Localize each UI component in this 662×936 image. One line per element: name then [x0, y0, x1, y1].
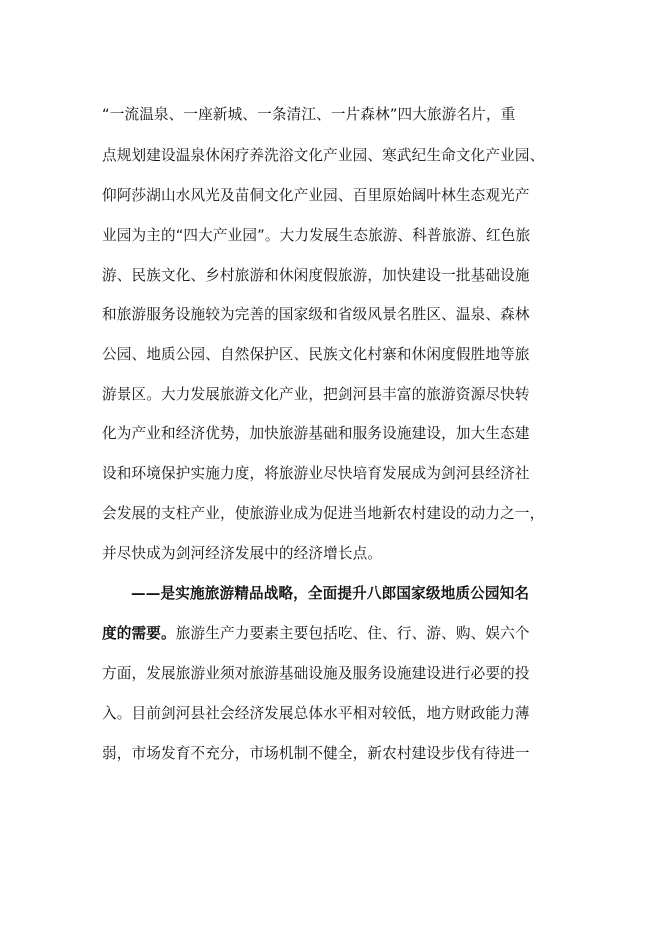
paragraph-line: 点规划建设温泉休闲疗养洗浴文化产业园、寒武纪生命文化产业园、	[102, 147, 545, 164]
paragraph-line: 入。目前剑河县社会经济发展总体水平相对较低，地方财政能力薄	[102, 705, 530, 722]
section-heading: ——是实施旅游精品战略，全面提升八郎国家级地质公园知名	[131, 585, 530, 602]
paragraph-line: 化为产业和经济优势，加快旅游基础和服务设施建设，加大生态建	[102, 425, 530, 442]
paragraph-line: 游景区。大力发展旅游文化产业，把剑河县丰富的旅游资源尽快转	[102, 386, 530, 403]
paragraph-line: 业园为主的“四大产业园”。大力发展生态旅游、科普旅游、红色旅	[102, 227, 531, 244]
paragraph-line: 会发展的支柱产业，使旅游业成为促进当地新农村建设的动力之一，	[102, 505, 545, 522]
paragraph-line: 仰阿莎湖山水风光及苗侗文化产业园、百里原始阔叶林生态观光产	[102, 187, 530, 204]
section-heading-end: 度的需要。	[102, 625, 176, 642]
paragraph-line	[102, 624, 562, 644]
paragraph-line: 公园、地质公园、自然保护区、民族文化村寨和休闲度假胜地等旅	[102, 346, 530, 363]
paragraph-line: 游、民族文化、乡村旅游和休闲度假旅游，加快建设一批基础设施	[102, 267, 530, 284]
paragraph-text: 旅游生产力要素主要包括吃、住、行、游、购、娱六个	[175, 625, 530, 642]
paragraph-line: 弱，市场发育不充分，市场机制不健全，新农村建设步伐有待进一	[102, 745, 530, 762]
paragraph-line: 方面，发展旅游业须对旅游基础设施及服务设施建设进行必要的投	[102, 665, 530, 682]
paragraph-line: 并尽快成为剑河经济发展中的经济增长点。	[102, 545, 383, 562]
paragraph-line: “一流温泉、一座新城、一条清江、一片森林”四大旅游名片，重	[102, 106, 516, 123]
paragraph-line: 和旅游服务设施较为完善的国家级和省级风景名胜区、温泉、森林	[102, 306, 530, 323]
paragraph-line: 设和环境保护实施力度，将旅游业尽快培育发展成为剑河县经济社	[102, 465, 530, 482]
